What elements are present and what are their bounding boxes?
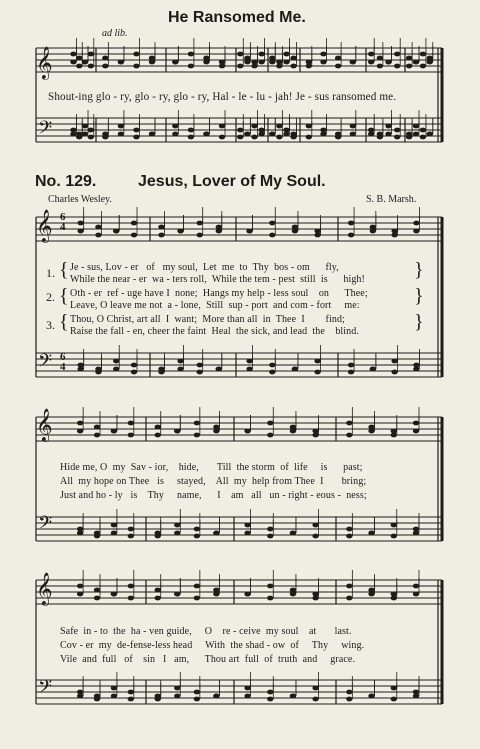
notehead — [269, 132, 275, 137]
notehead — [346, 697, 352, 702]
notehead — [88, 128, 94, 133]
notehead — [196, 221, 202, 226]
notehead — [216, 229, 222, 234]
notehead — [258, 60, 264, 65]
notehead — [77, 694, 83, 699]
notehead — [113, 229, 119, 234]
system1-lyric-line: Raise the fall - en, cheer the faint Heal the sick, and lead the blind. — [70, 326, 359, 337]
notehead — [391, 596, 397, 601]
treble-clef-icon: 𝄞 — [36, 410, 53, 441]
treble-clef-icon: 𝄞 — [36, 211, 53, 242]
notehead — [290, 135, 296, 140]
notehead — [413, 429, 419, 434]
notehead — [237, 135, 243, 140]
notehead — [267, 697, 273, 702]
notehead — [346, 534, 352, 539]
notehead — [413, 60, 419, 65]
notehead — [267, 596, 273, 601]
notehead — [237, 128, 243, 133]
notehead — [133, 128, 139, 133]
notehead — [391, 433, 397, 438]
notehead — [348, 221, 354, 226]
notehead — [194, 697, 200, 702]
notehead — [133, 135, 139, 140]
system1-lyric-line: Thou, O Christ, art all I want; More than all in Thee I find; — [70, 314, 345, 325]
notehead — [196, 233, 202, 238]
notehead — [128, 584, 134, 589]
notehead — [118, 60, 124, 65]
notehead — [128, 690, 134, 695]
notehead — [413, 132, 419, 137]
notehead — [219, 124, 225, 129]
notehead — [320, 60, 326, 65]
system3-lyric-line: Vile and full of sin I am, Thou art full of truth and grace. — [60, 654, 356, 665]
notehead — [377, 64, 383, 69]
notehead — [95, 233, 101, 238]
notehead — [244, 686, 250, 691]
notehead — [413, 592, 419, 597]
notehead — [188, 128, 194, 133]
notehead — [82, 132, 88, 137]
notehead — [385, 132, 391, 137]
notehead — [406, 64, 412, 69]
notehead — [118, 124, 124, 129]
notehead — [70, 60, 76, 65]
notehead — [94, 697, 100, 702]
notehead — [314, 370, 320, 375]
notehead — [267, 421, 273, 426]
notehead — [219, 64, 225, 69]
notehead — [413, 221, 419, 226]
notehead — [246, 229, 252, 234]
notehead — [177, 359, 183, 364]
notehead — [77, 421, 83, 426]
notehead — [128, 596, 134, 601]
notehead — [213, 694, 219, 699]
notehead — [346, 421, 352, 426]
notehead — [113, 359, 119, 364]
system3-lyric-line: Safe in - to the ha - ven guide, O re - ceive my soul at last. — [60, 626, 352, 637]
notehead — [172, 132, 178, 137]
notehead — [391, 359, 397, 364]
bass-clef-icon: 𝄢 — [38, 350, 53, 375]
notehead — [174, 523, 180, 528]
notehead — [188, 64, 194, 69]
notehead — [196, 363, 202, 368]
notehead — [350, 60, 356, 65]
notehead — [155, 534, 161, 539]
notehead — [111, 686, 117, 691]
notehead — [348, 233, 354, 238]
notehead — [203, 60, 209, 65]
notehead — [335, 135, 341, 140]
notehead — [290, 694, 296, 699]
notehead — [348, 370, 354, 375]
notehead — [128, 697, 134, 702]
notehead — [237, 52, 243, 57]
notehead — [251, 135, 257, 140]
notehead — [158, 225, 164, 230]
notehead — [246, 367, 252, 372]
notehead — [292, 229, 298, 234]
notehead — [290, 592, 296, 597]
notehead — [244, 592, 250, 597]
notehead — [94, 433, 100, 438]
notehead — [413, 584, 419, 589]
notehead — [391, 534, 397, 539]
notehead — [95, 370, 101, 375]
notehead — [391, 523, 397, 528]
notehead — [174, 592, 180, 597]
notehead — [111, 523, 117, 528]
notehead — [244, 60, 250, 65]
notehead — [276, 124, 282, 129]
notehead — [155, 596, 161, 601]
notehead — [76, 56, 82, 61]
notehead — [283, 52, 289, 57]
notehead — [149, 60, 155, 65]
notehead — [394, 128, 400, 133]
notehead — [427, 60, 433, 65]
notehead — [377, 56, 383, 61]
hymn1-tempo-marking: ad lib. — [102, 28, 128, 39]
notehead — [267, 527, 273, 532]
hymn1-title: He Ransomed Me. — [168, 9, 306, 26]
notehead — [269, 370, 275, 375]
notehead — [172, 60, 178, 65]
notehead — [244, 694, 250, 699]
notehead — [335, 56, 341, 61]
notehead — [258, 52, 264, 57]
notehead — [194, 421, 200, 426]
notehead — [276, 64, 282, 69]
notehead — [94, 425, 100, 430]
notehead — [391, 233, 397, 238]
notehead — [82, 124, 88, 129]
notehead — [251, 64, 257, 69]
notehead — [149, 132, 155, 137]
notehead — [267, 433, 273, 438]
notehead — [194, 527, 200, 532]
notehead — [244, 523, 250, 528]
notehead — [128, 534, 134, 539]
bass-clef-icon: 𝄢 — [38, 676, 53, 701]
hymn1-lyric: Shout-ing glo - ry, glo - ry, glo - ry, Hal - le - lu - jah! Je - sus ransomed me. — [48, 91, 397, 103]
notehead — [368, 592, 374, 597]
notehead — [177, 229, 183, 234]
notehead — [172, 124, 178, 129]
notehead — [194, 596, 200, 601]
notehead — [346, 584, 352, 589]
system1-lyric-line: Leave, O leave me not a - lone, Still sup - port and com - fort me: — [70, 300, 360, 311]
system2-lyric-line: All my hope on Thee is stayed, All my help from Thee I bring; — [60, 476, 367, 487]
notehead — [111, 429, 117, 434]
notehead — [102, 64, 108, 69]
notehead — [335, 64, 341, 69]
notehead — [174, 686, 180, 691]
system1-lyric-line: While the near - er wa - ters roll, While the tem - pest still is high! — [70, 274, 365, 285]
notehead — [290, 429, 296, 434]
notehead — [368, 694, 374, 699]
notehead — [70, 52, 76, 57]
notehead — [290, 531, 296, 536]
notehead — [267, 690, 273, 695]
treble-clef-icon: 𝄞 — [36, 48, 53, 79]
notehead — [269, 221, 275, 226]
notehead — [306, 124, 312, 129]
notehead — [113, 367, 119, 372]
notehead — [368, 132, 374, 137]
notehead — [368, 60, 374, 65]
notehead — [391, 697, 397, 702]
notehead — [155, 588, 161, 593]
notehead — [128, 433, 134, 438]
system1-lyric-line: Je - sus, Lov - er of my soul, Let me to Thy bos - om fly, — [70, 262, 339, 273]
notehead — [312, 534, 318, 539]
notehead — [88, 64, 94, 69]
notehead — [133, 64, 139, 69]
notehead — [77, 531, 83, 536]
notehead — [76, 135, 82, 140]
verse-brace-2-right: } — [414, 285, 424, 307]
verse-number-2: 2. — [46, 290, 55, 304]
notehead — [385, 124, 391, 129]
verse-brace-2: { — [59, 285, 69, 307]
notehead — [276, 135, 282, 140]
notehead — [77, 584, 83, 589]
notehead — [312, 686, 318, 691]
notehead — [413, 421, 419, 426]
notehead — [312, 523, 318, 528]
notehead — [174, 429, 180, 434]
system2-lyric-line: Hide me, O my Sav - ior, hide, Till the storm of life is past; — [60, 462, 363, 473]
notehead — [269, 60, 275, 65]
notehead — [174, 531, 180, 536]
notehead — [413, 694, 419, 699]
notehead — [194, 534, 200, 539]
notehead — [102, 135, 108, 140]
notehead — [258, 132, 264, 137]
notehead — [427, 132, 433, 137]
system3-lyric-line: Cov - er my de-fense-less head With the shad - ow of Thy wing. — [60, 640, 365, 651]
notehead — [346, 596, 352, 601]
notehead — [420, 135, 426, 140]
notehead — [188, 135, 194, 140]
notehead — [194, 433, 200, 438]
notehead — [194, 690, 200, 695]
notehead — [306, 135, 312, 140]
notehead — [77, 592, 83, 597]
notehead — [213, 531, 219, 536]
notehead — [391, 370, 397, 375]
hymn2-number: No. 129. — [35, 173, 97, 190]
notehead — [350, 124, 356, 129]
notehead — [77, 221, 83, 226]
notehead — [346, 690, 352, 695]
system1-lyric-line: Oth - er ref - uge have I none; Hangs my help - less soul on Thee; — [70, 288, 368, 299]
notehead — [267, 584, 273, 589]
notehead — [155, 697, 161, 702]
notehead — [413, 367, 419, 372]
notehead — [77, 429, 83, 434]
notehead — [94, 596, 100, 601]
notehead — [111, 531, 117, 536]
notehead — [269, 233, 275, 238]
notehead — [306, 64, 312, 69]
notehead — [394, 64, 400, 69]
notehead — [177, 367, 183, 372]
notehead — [370, 367, 376, 372]
notehead — [314, 233, 320, 238]
notehead — [292, 367, 298, 372]
notehead — [133, 52, 139, 57]
notehead — [174, 694, 180, 699]
verse-number-1: 1. — [46, 266, 55, 280]
notehead — [94, 588, 100, 593]
notehead — [188, 52, 194, 57]
notehead — [155, 433, 161, 438]
notehead — [312, 697, 318, 702]
notehead — [283, 60, 289, 65]
notehead — [346, 527, 352, 532]
notehead — [267, 534, 273, 539]
notehead — [70, 132, 76, 137]
notehead — [77, 367, 83, 372]
notehead — [312, 433, 318, 438]
notehead — [158, 233, 164, 238]
verse-brace-3-right: } — [414, 311, 424, 333]
notehead — [158, 370, 164, 375]
notehead — [219, 135, 225, 140]
notehead — [320, 52, 326, 57]
notehead — [216, 367, 222, 372]
notehead — [118, 132, 124, 137]
time-signature: 6 4 — [60, 211, 66, 233]
system2-lyric-line: Just and ho - ly is Thy name, I am all un - right - eous - ness; — [60, 490, 367, 501]
notehead — [413, 229, 419, 234]
notehead — [406, 135, 412, 140]
notehead — [244, 132, 250, 137]
notehead — [128, 527, 134, 532]
notehead — [244, 429, 250, 434]
notehead — [194, 584, 200, 589]
hymn2-title: Jesus, Lover of My Soul. — [138, 173, 326, 190]
time-signature: 6 4 — [60, 351, 66, 373]
notehead — [88, 135, 94, 140]
notehead — [394, 135, 400, 140]
notehead — [131, 363, 137, 368]
notehead — [413, 531, 419, 536]
notehead — [88, 52, 94, 57]
notehead — [420, 128, 426, 133]
notehead — [111, 592, 117, 597]
notehead — [269, 363, 275, 368]
notehead — [312, 596, 318, 601]
verse-number-3: 3. — [46, 318, 55, 332]
bass-clef-icon: 𝄢 — [38, 117, 53, 142]
notehead — [385, 60, 391, 65]
notehead — [251, 124, 257, 129]
hymn2-author: Charles Wesley. — [48, 194, 112, 205]
notehead — [131, 221, 137, 226]
notehead — [368, 52, 374, 57]
notehead — [94, 534, 100, 539]
notehead — [131, 370, 137, 375]
notehead — [350, 132, 356, 137]
verse-brace-1-right: } — [414, 259, 424, 281]
notehead — [244, 531, 250, 536]
notehead — [203, 132, 209, 137]
notehead — [348, 363, 354, 368]
notehead — [128, 421, 134, 426]
notehead — [320, 132, 326, 137]
notehead — [413, 124, 419, 129]
verse-brace-1: { — [59, 259, 69, 281]
notehead — [368, 429, 374, 434]
notehead — [370, 229, 376, 234]
notehead — [368, 531, 374, 536]
notehead — [290, 56, 296, 61]
notehead — [213, 592, 219, 597]
notehead — [420, 52, 426, 57]
notehead — [283, 132, 289, 137]
notehead — [77, 229, 83, 234]
notehead — [377, 135, 383, 140]
notehead — [237, 64, 243, 69]
notehead — [196, 370, 202, 375]
notehead — [213, 429, 219, 434]
notehead — [95, 225, 101, 230]
notehead — [394, 52, 400, 57]
notehead — [246, 359, 252, 364]
hymn2-composer: S. B. Marsh. — [366, 194, 417, 205]
notehead — [155, 425, 161, 430]
treble-clef-icon: 𝄞 — [36, 574, 53, 605]
notehead — [131, 233, 137, 238]
notehead — [111, 694, 117, 699]
notehead — [76, 64, 82, 69]
notehead — [420, 64, 426, 69]
notehead — [290, 64, 296, 69]
notehead — [314, 359, 320, 364]
bass-clef-icon: 𝄢 — [38, 512, 53, 537]
notehead — [406, 56, 412, 61]
notehead — [102, 56, 108, 61]
notehead — [391, 686, 397, 691]
verse-brace-3: { — [59, 311, 69, 333]
notehead — [346, 433, 352, 438]
notehead — [82, 60, 88, 65]
